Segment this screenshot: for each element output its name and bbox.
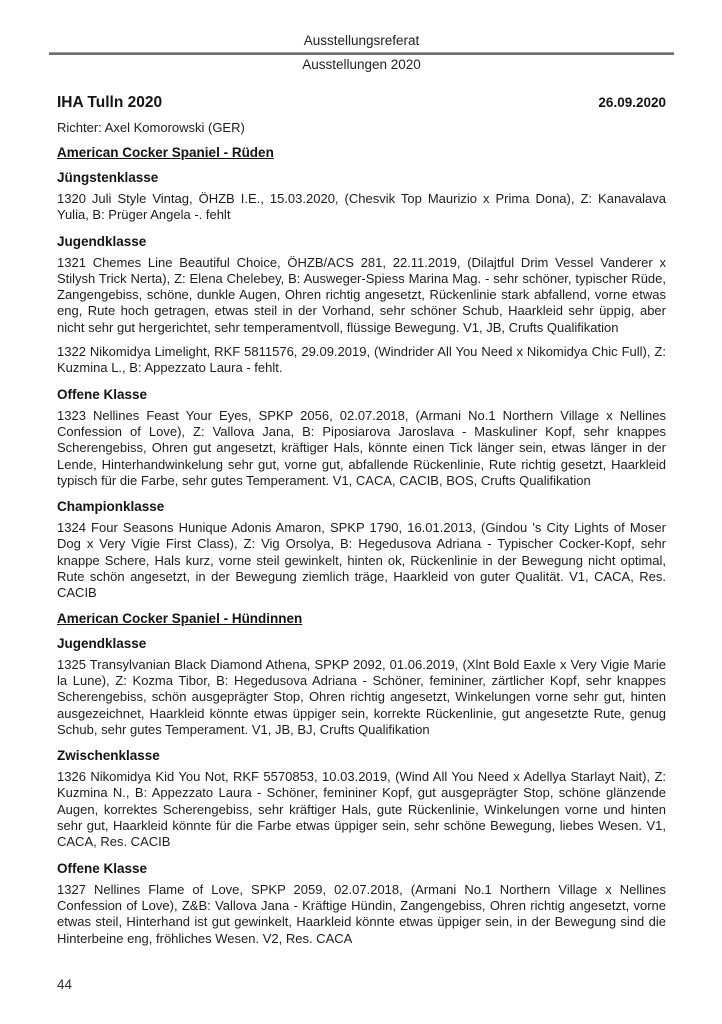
show-date: 26.09.2020: [598, 95, 666, 110]
entry-paragraph: 1324 Four Seasons Hunique Adonis Amaron, SPKP 1790, 16.01.2013, (Gindou 's City Lights of Moser Dog x Very Vigie First Class), Z: Vig Orsolya, B: Hegedusova Adriana - Typischer Cocker-Kopf, sehr knappe Schere, Hals kurz, vorne steil gewinkelt, hinten ok, Rückenlinie in der Bewegung nicht optimal, Rute schön angesetzt, in der Bewegung ziemlich träge, Haarkleid von guter Qualität. V1, CACA, Res. CACIB: [57, 520, 666, 601]
class-heading: Offene Klasse: [57, 386, 148, 402]
entry-paragraph: 1320 Juli Style Vintag, ÖHZB I.E., 15.03.2020, (Chesvik Top Maurizio x Prima Dona), Z: Kanavalava Yulia, B: Prüger Angela -. fehlt: [57, 191, 666, 223]
entry-paragraph: 1325 Transylvanian Black Diamond Athena, SPKP 2092, 01.06.2019, (Xlnt Bold Eaxle x Very Vigie Marie la Lune), Z: Kozma Tibor, B: Hegedusova Adriana - Schöner, femininer, zärtlicher Kopf, sehr knappes Scherengebiss, schön ausgeprägter Stop, Ohren richtig angesetzt, Winkelungen vorne sehr gut, hinten ausgezeichnet, Haarkleid könnte etwas üppiger sein, korrekte Rückenlinie, gut angesetzte Rute, genug Schub, sehr gutes Temperament. V1, JB, BJ, Crufts Qualifikation: [57, 656, 666, 737]
header-publication: Ausstellungen 2020: [302, 57, 421, 72]
class-heading: Championklasse: [57, 499, 165, 515]
class-heading: Jugendklasse: [57, 635, 147, 651]
entry-paragraph: 1327 Nellines Flame of Love, SPKP 2059, 02.07.2018, (Armani No.1 Northern Village x Nellines Confession of Love), Z&B: Vallova Jana - Kräftige Hündin, Zangengebiss, Ohren richtig angesetzt, vorne etwas steil, Hinterhand ist gut gewinkelt, Haarkleid könnte etwas üppiger sein, in der Bewegung sind die Hinterbeine eng, fröhliches Wesen. V2, Res. CACA: [57, 881, 666, 946]
class-heading: Zwischenklasse: [57, 748, 160, 764]
judge-line: Richter: Axel Komorowski (GER): [57, 120, 245, 135]
entry-paragraph: 1322 Nikomidya Limelight, RKF 5811576, 29.09.2019, (Windrider All You Need x Nikomidya Chic Full), Z: Kuzmina L., B: Appezzato Laura - fehlt.: [57, 344, 666, 376]
breed-heading: American Cocker Spaniel - Hündinnen: [57, 610, 303, 626]
title-row: [57, 94, 666, 112]
class-heading: Jüngstenklasse: [57, 170, 159, 185]
breed-heading: American Cocker Spaniel - Rüden: [57, 145, 274, 160]
running-header: [57, 33, 666, 73]
page-content: [57, 33, 666, 955]
class-heading: Offene Klasse: [57, 860, 148, 876]
header-rule: [49, 52, 674, 55]
results-sections: [57, 145, 666, 947]
entry-paragraph: 1326 Nikomidya Kid You Not, RKF 5570853, 10.03.2019, (Wind All You Need x Adellya Starlayt Nait), Z: Kuzmina N., B: Appezzato Laura - Schöner, femininer Kopf, gut ausgeprägter Stop, schöne glänzende Augen, korrektes Scherengebiss, sehr kräftiger Hals, gute Rückenlinie, Winkelungen vorne und hinten sehr gut, Haarkleid könnte für die Farbe etwas üppiger sein, sehr schöne Bewegung, liebes Wesen. V1, CACA, Res. CACIB: [57, 769, 666, 850]
show-title: IHA Tulln 2020: [57, 94, 163, 111]
entry-paragraph: 1323 Nellines Feast Your Eyes, SPKP 2056, 02.07.2018, (Armani No.1 Northern Village x Nellines Confession of Love), Z: Vallova Jana, B: Piposiarova Jaroslava - Maskuliner Kopf, sehr knappes Scherengebiss, Ohren gut angesetzt, kräftiger Hals, könnte einen Tick länger sein, etwas länger in der Lende, Hinterhandwinkelung sehr gut, vorne gut, abfallende Rückenlinie, Rute richtig gesetzt, Haarkleid typisch für die Farbe, sehr gutes Temperament. V1, CACA, CACIB, BOS, Crufts Qualifikation: [57, 407, 666, 488]
page-number: 44: [57, 977, 73, 992]
class-heading: Jugendklasse: [57, 233, 147, 249]
header-department: Ausstellungsreferat: [303, 33, 420, 48]
entry-paragraph: 1321 Chemes Line Beautiful Choice, ÖHZB/ACS 281, 22.11.2019, (Dilajtful Drim Vessel Vanderer x Stilysh Trick Nerta), Z: Elena Chelebey, B: Ausweger-Spiess Marina Mag. - sehr schöner, typischer Rüde, Zangengebiss, schöne, dunkle Augen, Ohren richtig angesetzt, Rückenlinie stark abfallend, vorne etwas eng, Rute hoch getragen, etwas steil in der Vorhand, sehr schöner Schub, Haarkleid sehr üppig, aber nicht sehr gut hergerichtet, sehr temperamentvoll, flüssige Bewegung. V1, JB, Crufts Qualifikation: [57, 254, 666, 335]
